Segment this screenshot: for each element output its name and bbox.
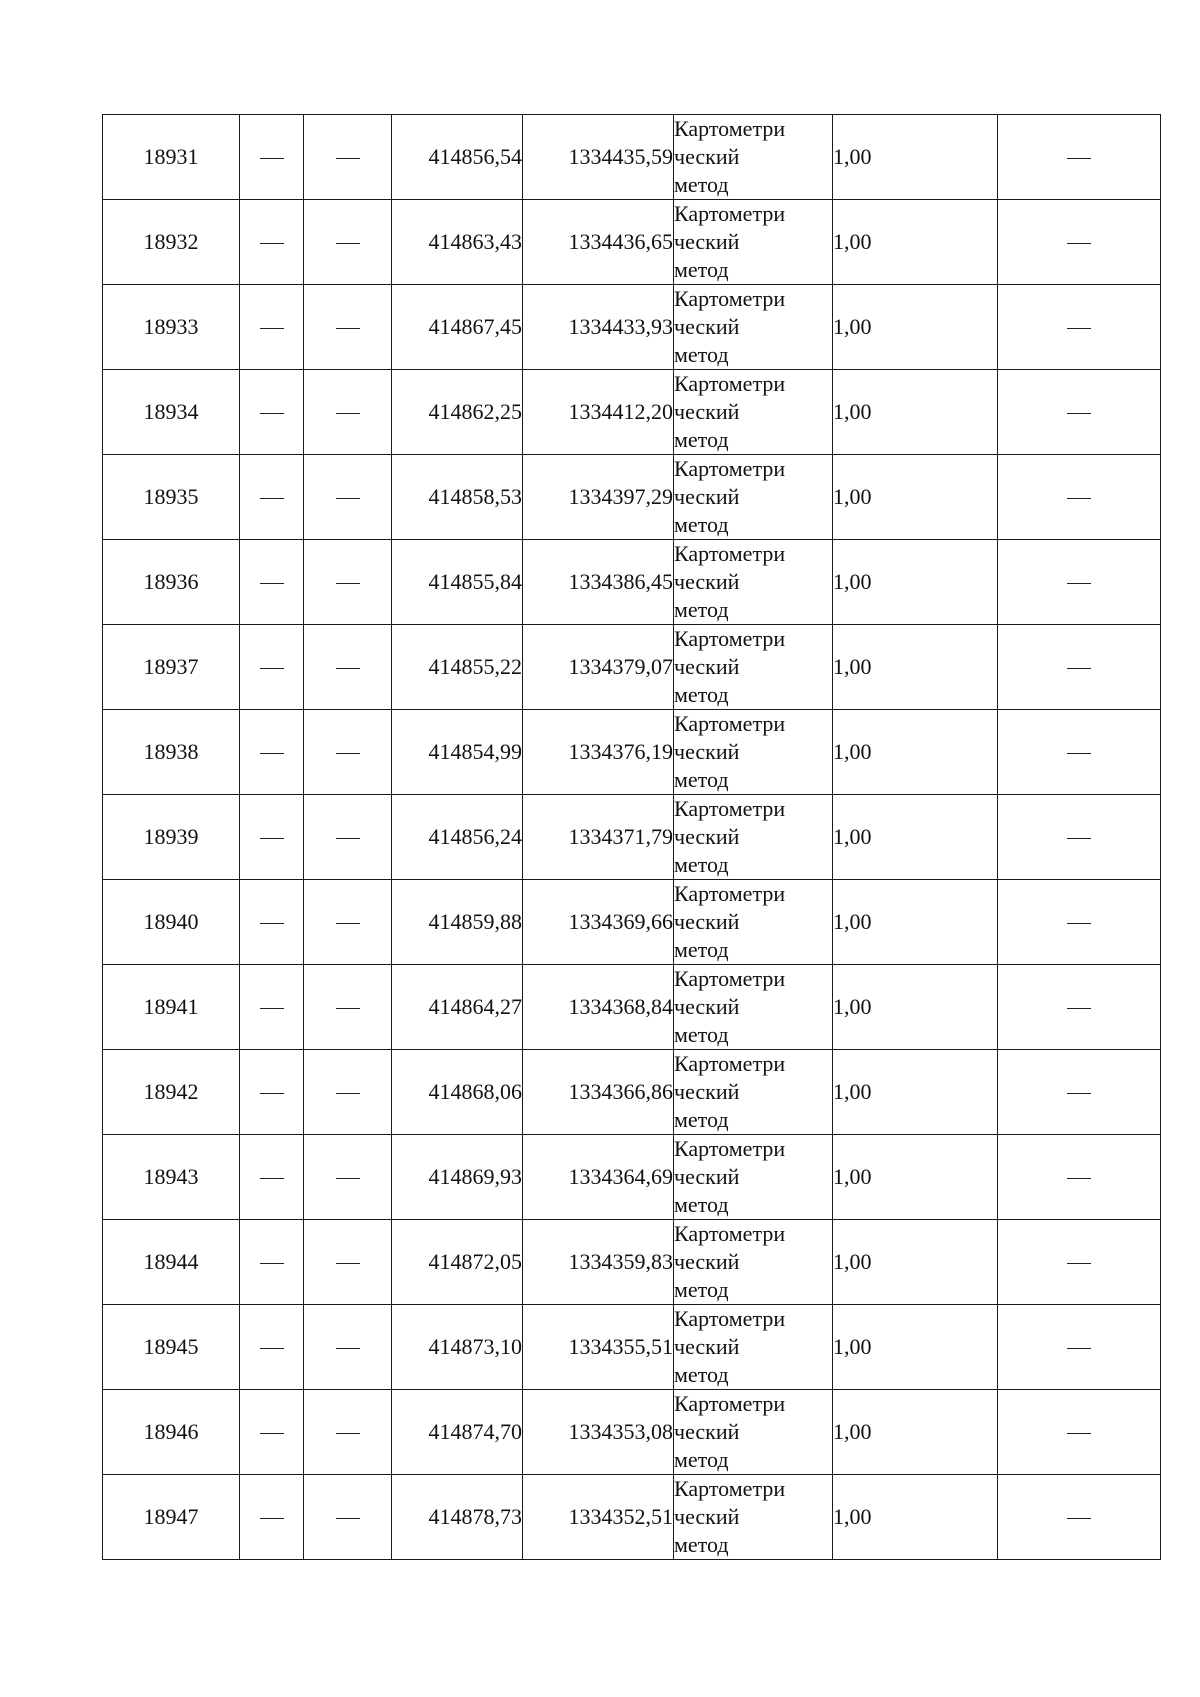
point-number-cell: 18937 — [103, 625, 240, 710]
method-text-line: ческий — [674, 1079, 740, 1104]
coordinates-table — [102, 114, 1161, 1560]
method-cell — [674, 370, 833, 455]
dash-mark — [1067, 1433, 1091, 1434]
empty-cell-3 — [304, 540, 392, 625]
method-text-line: метод — [674, 342, 729, 367]
table-row — [103, 1305, 1161, 1390]
x-coordinate-cell: 414854,99 — [392, 710, 523, 795]
method-cell — [674, 625, 833, 710]
method-cell — [674, 1475, 833, 1560]
empty-cell-3 — [304, 285, 392, 370]
method-text-line: ческий — [674, 1504, 740, 1529]
method-text-line: Картометри — [674, 1136, 786, 1161]
empty-cell-3 — [304, 1390, 392, 1475]
accuracy-cell: 1,00 — [833, 1305, 998, 1390]
table-row — [103, 795, 1161, 880]
method-text-line: метод — [674, 427, 729, 452]
empty-cell-2 — [240, 625, 304, 710]
dash-mark — [1067, 1093, 1091, 1094]
empty-cell-8 — [998, 625, 1161, 710]
method-text-line: метод — [674, 1107, 729, 1132]
dash-mark — [260, 1433, 284, 1434]
dash-mark — [1067, 753, 1091, 754]
point-number-cell: 18935 — [103, 455, 240, 540]
y-coordinate-cell: 1334364,69 — [523, 1135, 674, 1220]
table-row — [103, 1135, 1161, 1220]
accuracy-cell: 1,00 — [833, 285, 998, 370]
x-coordinate-cell: 414873,10 — [392, 1305, 523, 1390]
method-text-line: ческий — [674, 1334, 740, 1359]
y-coordinate-cell: 1334369,66 — [523, 880, 674, 965]
x-coordinate-cell: 414855,84 — [392, 540, 523, 625]
table-row — [103, 200, 1161, 285]
x-coordinate-cell: 414856,24 — [392, 795, 523, 880]
method-text-line: Картометри — [674, 1306, 786, 1331]
dash-mark — [336, 243, 360, 244]
dash-mark — [260, 1008, 284, 1009]
y-coordinate-cell: 1334397,29 — [523, 455, 674, 540]
method-text-line: метод — [674, 1192, 729, 1217]
method-text-line: ческий — [674, 1249, 740, 1274]
empty-cell-2 — [240, 1475, 304, 1560]
empty-cell-3 — [304, 1050, 392, 1135]
dash-mark — [260, 1348, 284, 1349]
table-row — [103, 965, 1161, 1050]
method-text-line: Картометри — [674, 541, 786, 566]
method-cell — [674, 115, 833, 200]
table-row — [103, 1050, 1161, 1135]
x-coordinate-cell: 414856,54 — [392, 115, 523, 200]
method-text-line: метод — [674, 1362, 729, 1387]
empty-cell-8 — [998, 1390, 1161, 1475]
empty-cell-3 — [304, 1305, 392, 1390]
method-text-line: Картометри — [674, 1391, 786, 1416]
dash-mark — [1067, 243, 1091, 244]
y-coordinate-cell: 1334412,20 — [523, 370, 674, 455]
y-coordinate-cell: 1334371,79 — [523, 795, 674, 880]
table-row — [103, 455, 1161, 540]
empty-cell-8 — [998, 455, 1161, 540]
y-coordinate-cell: 1334366,86 — [523, 1050, 674, 1135]
dash-mark — [336, 668, 360, 669]
method-cell — [674, 710, 833, 795]
dash-mark — [260, 243, 284, 244]
method-text-line: метод — [674, 1277, 729, 1302]
table-row — [103, 285, 1161, 370]
dash-mark — [336, 838, 360, 839]
method-cell — [674, 1305, 833, 1390]
dash-mark — [260, 498, 284, 499]
empty-cell-2 — [240, 710, 304, 795]
method-text-line: Картометри — [674, 626, 786, 651]
point-number-cell: 18941 — [103, 965, 240, 1050]
accuracy-cell: 1,00 — [833, 1220, 998, 1305]
empty-cell-8 — [998, 1220, 1161, 1305]
dash-mark — [260, 1093, 284, 1094]
dash-mark — [260, 1178, 284, 1179]
accuracy-cell: 1,00 — [833, 1135, 998, 1220]
method-text-line: метод — [674, 597, 729, 622]
method-text-line: Картометри — [674, 966, 786, 991]
x-coordinate-cell: 414874,70 — [392, 1390, 523, 1475]
accuracy-cell: 1,00 — [833, 880, 998, 965]
dash-mark — [1067, 1348, 1091, 1349]
method-text-line: метод — [674, 1447, 729, 1472]
x-coordinate-cell: 414872,05 — [392, 1220, 523, 1305]
empty-cell-2 — [240, 965, 304, 1050]
accuracy-cell: 1,00 — [833, 115, 998, 200]
method-text-line: метод — [674, 852, 729, 877]
empty-cell-8 — [998, 1050, 1161, 1135]
method-text-line: ческий — [674, 909, 740, 934]
empty-cell-3 — [304, 965, 392, 1050]
method-text-line: Картометри — [674, 1221, 786, 1246]
accuracy-cell: 1,00 — [833, 710, 998, 795]
method-text-line: Картометри — [674, 1476, 786, 1501]
y-coordinate-cell: 1334368,84 — [523, 965, 674, 1050]
x-coordinate-cell: 414864,27 — [392, 965, 523, 1050]
dash-mark — [1067, 498, 1091, 499]
point-number-cell: 18931 — [103, 115, 240, 200]
method-text-line: метод — [674, 682, 729, 707]
dash-mark — [1067, 328, 1091, 329]
y-coordinate-cell: 1334352,51 — [523, 1475, 674, 1560]
coordinates-table-body — [103, 115, 1161, 1560]
accuracy-cell: 1,00 — [833, 1050, 998, 1135]
x-coordinate-cell: 414869,93 — [392, 1135, 523, 1220]
point-number-cell: 18936 — [103, 540, 240, 625]
y-coordinate-cell: 1334376,19 — [523, 710, 674, 795]
dash-mark — [336, 328, 360, 329]
table-row — [103, 625, 1161, 710]
table-row — [103, 710, 1161, 795]
table-row — [103, 880, 1161, 965]
dash-mark — [336, 753, 360, 754]
point-number-cell: 18933 — [103, 285, 240, 370]
method-text-line: ческий — [674, 1164, 740, 1189]
method-text-line: ческий — [674, 1419, 740, 1444]
y-coordinate-cell: 1334355,51 — [523, 1305, 674, 1390]
dash-mark — [1067, 923, 1091, 924]
method-cell — [674, 880, 833, 965]
empty-cell-8 — [998, 795, 1161, 880]
method-text-line: ческий — [674, 739, 740, 764]
empty-cell-3 — [304, 115, 392, 200]
empty-cell-2 — [240, 1050, 304, 1135]
method-cell — [674, 795, 833, 880]
dash-mark — [336, 413, 360, 414]
accuracy-cell: 1,00 — [833, 370, 998, 455]
dash-mark — [336, 1008, 360, 1009]
method-text-line: ческий — [674, 994, 740, 1019]
method-cell — [674, 540, 833, 625]
point-number-cell: 18946 — [103, 1390, 240, 1475]
dash-mark — [1067, 413, 1091, 414]
method-text-line: ческий — [674, 569, 740, 594]
dash-mark — [260, 413, 284, 414]
dash-mark — [260, 838, 284, 839]
dash-mark — [336, 1518, 360, 1519]
y-coordinate-cell: 1334433,93 — [523, 285, 674, 370]
empty-cell-8 — [998, 540, 1161, 625]
dash-mark — [336, 1263, 360, 1264]
empty-cell-8 — [998, 370, 1161, 455]
dash-mark — [260, 668, 284, 669]
empty-cell-3 — [304, 795, 392, 880]
method-cell — [674, 1135, 833, 1220]
dash-mark — [1067, 1518, 1091, 1519]
dash-mark — [336, 158, 360, 159]
method-text-line: Картометри — [674, 201, 786, 226]
empty-cell-2 — [240, 1305, 304, 1390]
dash-mark — [336, 498, 360, 499]
y-coordinate-cell: 1334436,65 — [523, 200, 674, 285]
empty-cell-8 — [998, 115, 1161, 200]
empty-cell-8 — [998, 200, 1161, 285]
method-text-line: Картометри — [674, 116, 786, 141]
table-row — [103, 115, 1161, 200]
empty-cell-2 — [240, 795, 304, 880]
empty-cell-8 — [998, 1475, 1161, 1560]
method-text-line: метод — [674, 1022, 729, 1047]
empty-cell-3 — [304, 455, 392, 540]
empty-cell-2 — [240, 1390, 304, 1475]
dash-mark — [336, 923, 360, 924]
point-number-cell: 18944 — [103, 1220, 240, 1305]
method-text-line: ческий — [674, 824, 740, 849]
accuracy-cell: 1,00 — [833, 965, 998, 1050]
empty-cell-3 — [304, 1475, 392, 1560]
point-number-cell: 18939 — [103, 795, 240, 880]
dash-mark — [336, 583, 360, 584]
x-coordinate-cell: 414855,22 — [392, 625, 523, 710]
table-row — [103, 540, 1161, 625]
method-text-line: ческий — [674, 484, 740, 509]
accuracy-cell: 1,00 — [833, 795, 998, 880]
method-text-line: Картометри — [674, 456, 786, 481]
empty-cell-2 — [240, 880, 304, 965]
point-number-cell: 18940 — [103, 880, 240, 965]
method-text-line: Картометри — [674, 881, 786, 906]
accuracy-cell: 1,00 — [833, 1475, 998, 1560]
method-text-line: метод — [674, 257, 729, 282]
dash-mark — [1067, 668, 1091, 669]
dash-mark — [336, 1178, 360, 1179]
empty-cell-2 — [240, 1220, 304, 1305]
y-coordinate-cell: 1334379,07 — [523, 625, 674, 710]
x-coordinate-cell: 414859,88 — [392, 880, 523, 965]
empty-cell-2 — [240, 285, 304, 370]
x-coordinate-cell: 414863,43 — [392, 200, 523, 285]
empty-cell-3 — [304, 880, 392, 965]
method-text-line: метод — [674, 767, 729, 792]
method-cell — [674, 1050, 833, 1135]
dash-mark — [336, 1093, 360, 1094]
x-coordinate-cell: 414868,06 — [392, 1050, 523, 1135]
empty-cell-3 — [304, 370, 392, 455]
point-number-cell: 18938 — [103, 710, 240, 795]
method-cell — [674, 965, 833, 1050]
dash-mark — [1067, 1008, 1091, 1009]
method-cell — [674, 1390, 833, 1475]
empty-cell-8 — [998, 880, 1161, 965]
method-text-line: метод — [674, 172, 729, 197]
y-coordinate-cell: 1334435,59 — [523, 115, 674, 200]
dash-mark — [1067, 1178, 1091, 1179]
point-number-cell: 18947 — [103, 1475, 240, 1560]
table-row — [103, 1475, 1161, 1560]
accuracy-cell: 1,00 — [833, 1390, 998, 1475]
y-coordinate-cell: 1334353,08 — [523, 1390, 674, 1475]
point-number-cell: 18934 — [103, 370, 240, 455]
empty-cell-2 — [240, 540, 304, 625]
table-row — [103, 1390, 1161, 1475]
method-text-line: метод — [674, 512, 729, 537]
accuracy-cell: 1,00 — [833, 455, 998, 540]
x-coordinate-cell: 414867,45 — [392, 285, 523, 370]
point-number-cell: 18945 — [103, 1305, 240, 1390]
method-text-line: ческий — [674, 144, 740, 169]
method-text-line: ческий — [674, 654, 740, 679]
method-text-line: ческий — [674, 229, 740, 254]
accuracy-cell: 1,00 — [833, 200, 998, 285]
dash-mark — [260, 158, 284, 159]
method-text-line: Картометри — [674, 286, 786, 311]
empty-cell-2 — [240, 1135, 304, 1220]
empty-cell-8 — [998, 1135, 1161, 1220]
empty-cell-8 — [998, 1305, 1161, 1390]
method-text-line: Картометри — [674, 371, 786, 396]
empty-cell-2 — [240, 455, 304, 540]
dash-mark — [260, 1518, 284, 1519]
accuracy-cell: 1,00 — [833, 625, 998, 710]
method-text-line: Картометри — [674, 711, 786, 736]
method-text-line: ческий — [674, 314, 740, 339]
dash-mark — [260, 753, 284, 754]
x-coordinate-cell: 414862,25 — [392, 370, 523, 455]
dash-mark — [1067, 1263, 1091, 1264]
method-cell — [674, 455, 833, 540]
dash-mark — [1067, 838, 1091, 839]
table-row — [103, 1220, 1161, 1305]
empty-cell-3 — [304, 625, 392, 710]
dash-mark — [260, 1263, 284, 1264]
empty-cell-3 — [304, 710, 392, 795]
dash-mark — [1067, 583, 1091, 584]
method-text-line: Картометри — [674, 1051, 786, 1076]
method-text-line: метод — [674, 1532, 729, 1557]
dash-mark — [336, 1348, 360, 1349]
method-text-line: Картометри — [674, 796, 786, 821]
empty-cell-2 — [240, 200, 304, 285]
point-number-cell: 18932 — [103, 200, 240, 285]
empty-cell-3 — [304, 1135, 392, 1220]
dash-mark — [260, 923, 284, 924]
method-cell — [674, 285, 833, 370]
dash-mark — [260, 328, 284, 329]
point-number-cell: 18943 — [103, 1135, 240, 1220]
empty-cell-2 — [240, 115, 304, 200]
empty-cell-2 — [240, 370, 304, 455]
x-coordinate-cell: 414858,53 — [392, 455, 523, 540]
empty-cell-3 — [304, 1220, 392, 1305]
table-row — [103, 370, 1161, 455]
method-text-line: ческий — [674, 399, 740, 424]
accuracy-cell: 1,00 — [833, 540, 998, 625]
dash-mark — [336, 1433, 360, 1434]
y-coordinate-cell: 1334359,83 — [523, 1220, 674, 1305]
dash-mark — [1067, 158, 1091, 159]
empty-cell-3 — [304, 200, 392, 285]
dash-mark — [260, 583, 284, 584]
x-coordinate-cell: 414878,73 — [392, 1475, 523, 1560]
point-number-cell: 18942 — [103, 1050, 240, 1135]
empty-cell-8 — [998, 710, 1161, 795]
method-text-line: метод — [674, 937, 729, 962]
empty-cell-8 — [998, 965, 1161, 1050]
y-coordinate-cell: 1334386,45 — [523, 540, 674, 625]
method-cell — [674, 1220, 833, 1305]
empty-cell-8 — [998, 285, 1161, 370]
method-cell — [674, 200, 833, 285]
